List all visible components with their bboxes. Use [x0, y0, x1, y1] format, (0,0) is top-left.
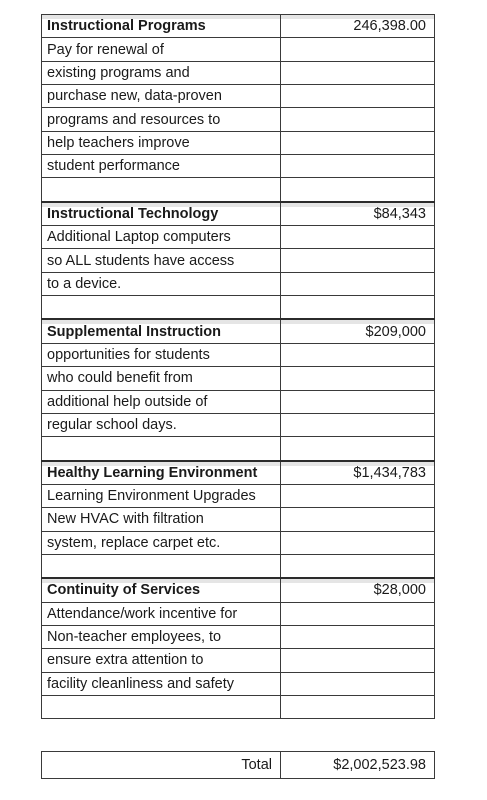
description-row	[42, 672, 435, 695]
description-row	[42, 38, 435, 61]
amount-cell-empty	[281, 484, 435, 507]
amount-cell-empty	[281, 625, 435, 648]
amount-cell-empty	[281, 38, 435, 61]
spacer-cell	[42, 296, 281, 320]
amount-cell-empty	[281, 531, 435, 554]
amount-cell-empty	[281, 85, 435, 108]
description-line: Learning Environment Upgrades	[42, 484, 281, 507]
amount-cell-empty	[281, 508, 435, 531]
amount-cell-empty	[281, 390, 435, 413]
description-line: Pay for renewal of	[42, 38, 281, 61]
description-line: who could benefit from	[42, 367, 281, 390]
description-row	[42, 413, 435, 436]
amount-cell-empty	[281, 649, 435, 672]
spacer-cell	[281, 178, 435, 202]
budget-table	[41, 14, 435, 719]
spacer-cell	[42, 695, 281, 718]
total-row	[42, 752, 435, 779]
description-row	[42, 649, 435, 672]
description-line: Additional Laptop computers	[42, 226, 281, 249]
amount-cell-empty	[281, 413, 435, 436]
category-title: Continuity of Services	[42, 578, 281, 602]
description-row	[42, 367, 435, 390]
description-line: purchase new, data-proven	[42, 85, 281, 108]
amount-cell-empty	[281, 602, 435, 625]
category-amount: $84,343	[281, 202, 435, 226]
description-line: facility cleanliness and safety	[42, 672, 281, 695]
description-row	[42, 85, 435, 108]
spacer-cell	[281, 554, 435, 578]
description-line: to a device.	[42, 272, 281, 295]
description-row	[42, 249, 435, 272]
description-row	[42, 155, 435, 178]
total-label: Total	[42, 752, 281, 779]
description-line: ensure extra attention to	[42, 649, 281, 672]
spacer-row	[42, 695, 435, 718]
total-table	[41, 751, 435, 779]
spacer-cell	[42, 554, 281, 578]
amount-cell-empty	[281, 131, 435, 154]
description-line: Attendance/work incentive for	[42, 602, 281, 625]
description-row	[42, 531, 435, 554]
description-line: programs and resources to	[42, 108, 281, 131]
category-row	[42, 202, 435, 226]
amount-cell-empty	[281, 672, 435, 695]
amount-cell-empty	[281, 61, 435, 84]
amount-cell-empty	[281, 249, 435, 272]
description-row	[42, 131, 435, 154]
category-title: Instructional Technology	[42, 202, 281, 226]
category-amount: $209,000	[281, 319, 435, 343]
category-title: Instructional Programs	[42, 15, 281, 38]
amount-cell-empty	[281, 155, 435, 178]
amount-cell-empty	[281, 367, 435, 390]
amount-cell-empty	[281, 272, 435, 295]
amount-cell-empty	[281, 343, 435, 366]
description-row	[42, 272, 435, 295]
description-line: New HVAC with filtration	[42, 508, 281, 531]
spacer-row	[42, 178, 435, 202]
description-row	[42, 226, 435, 249]
description-row	[42, 61, 435, 84]
description-row	[42, 343, 435, 366]
description-line: so ALL students have access	[42, 249, 281, 272]
category-amount: $1,434,783	[281, 461, 435, 485]
spacer-cell	[42, 437, 281, 461]
spacer-row	[42, 437, 435, 461]
category-amount: 246,398.00	[281, 15, 435, 38]
description-row	[42, 390, 435, 413]
amount-cell-empty	[281, 108, 435, 131]
category-amount: $28,000	[281, 578, 435, 602]
description-line: system, replace carpet etc.	[42, 531, 281, 554]
description-line: existing programs and	[42, 61, 281, 84]
spacer-row	[42, 554, 435, 578]
spacer-row	[42, 296, 435, 320]
category-row	[42, 319, 435, 343]
category-title: Supplemental Instruction	[42, 319, 281, 343]
amount-cell-empty	[281, 226, 435, 249]
description-line: student performance	[42, 155, 281, 178]
category-title: Healthy Learning Environment	[42, 461, 281, 485]
spacer-cell	[42, 178, 281, 202]
description-row	[42, 508, 435, 531]
category-row	[42, 15, 435, 38]
description-row	[42, 625, 435, 648]
description-line: regular school days.	[42, 413, 281, 436]
total-value: $2,002,523.98	[281, 752, 435, 779]
description-row	[42, 108, 435, 131]
spacer-cell	[281, 437, 435, 461]
spacer-cell	[281, 695, 435, 718]
description-row	[42, 484, 435, 507]
description-row	[42, 602, 435, 625]
description-line: opportunities for students	[42, 343, 281, 366]
description-line: help teachers improve	[42, 131, 281, 154]
category-row	[42, 461, 435, 485]
description-line: additional help outside of	[42, 390, 281, 413]
category-row	[42, 578, 435, 602]
description-line: Non-teacher employees, to	[42, 625, 281, 648]
budget-table-body	[42, 15, 435, 719]
spacer-cell	[281, 296, 435, 320]
